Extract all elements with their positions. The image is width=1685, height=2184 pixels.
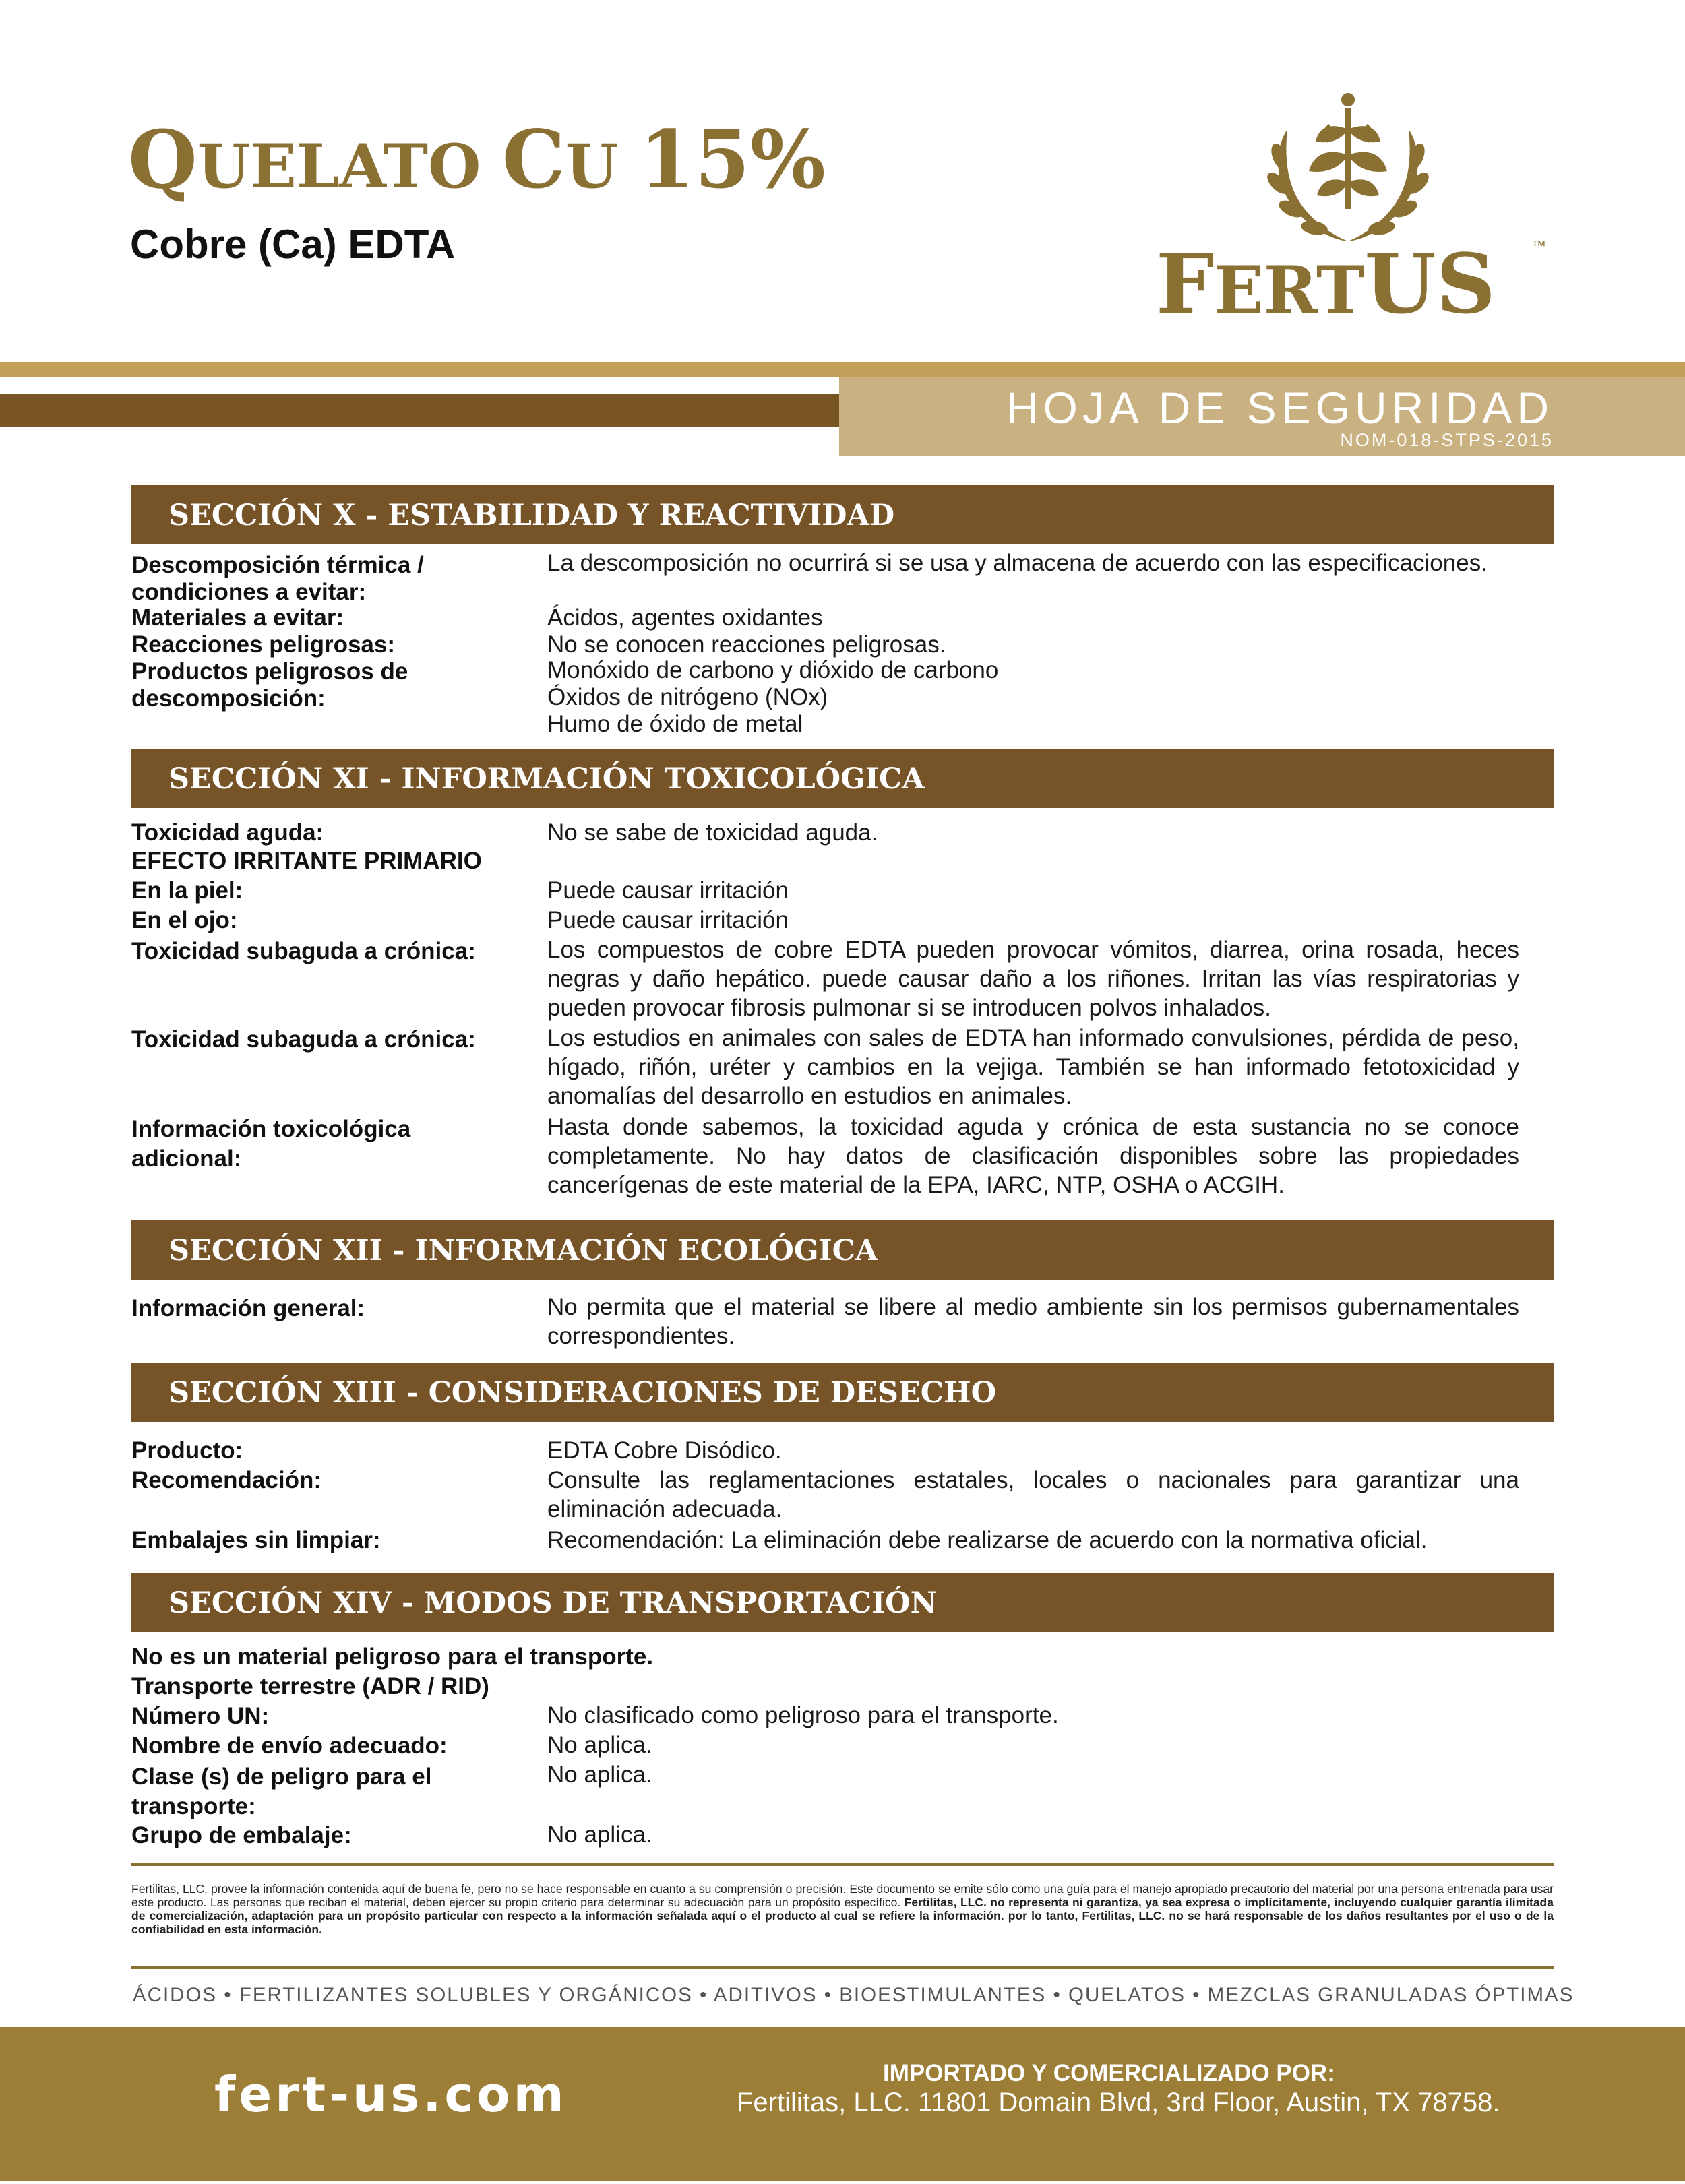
value-informacion-general: No permita que el material se libere al medio ambiente sin los permisos gubernamentales correspondientes.: [547, 1294, 1519, 1349]
footer-importer-heading: IMPORTADO Y COMERCIALIZADO POR:: [883, 2060, 1335, 2086]
value-toxicidad-subaguda-1: Los compuestos de cobre EDTA pueden provocar vómitos, diarrea, orina rosada, heces negras y daño hepático. puede causar daño a los riñones. Irritan las vías respiratorias y pueden provocar fibrosis pulmonar si se introducen polvos inhalados.: [547, 937, 1519, 1021]
value-reacciones-peligrosas: No se conocen reacciones peligrosas.: [547, 631, 946, 658]
disclaimer-text: Fertilitas, LLC. provee la información contenida aquí de buena fe, pero no se hace responsable en cuanto a su comprensión o precisión. Este documento se emite sólo como una guía para el manejo apropiado precautorio del material por una persona entrenada para usar este producto. Las personas que reciban el material, deben ejercer su propio criterio para determinar su adecuación para un propósito específico. Fertilitas, LLC. no representa ni garantiza, ya sea expresa o implícitamente, incluyendo cualquier garantía ilimitada de comercialización, adaptación para un propósito particular con respecto a la información señalada aquí o el producto al cual se refiere la información. por lo tanto, Fertilitas, LLC. no se hará responsable de los daños resultantes por el uso o de la confiabilidad en esta información.: [131, 1882, 1554, 1936]
footer-address: Fertilitas, LLC. 11801 Domain Blvd, 3rd Floor, Austin, TX 78758.: [737, 2088, 1500, 2117]
brand-logo-text: FERTUS: [1156, 235, 1496, 332]
label-toxicidad-subaguda-1: Toxicidad subaguda a crónica:: [131, 938, 476, 964]
label-toxicidad-subaguda-2: Toxicidad subaguda a crónica:: [131, 1026, 476, 1053]
label-descomposicion-termica: Descomposición térmica / condiciones a evitar:: [131, 552, 424, 605]
section-header-xiii: SECCIÓN XIII - CONSIDERACIONES DE DESECHO: [131, 1363, 1554, 1422]
section-header-xiv: SECCIÓN XIV - MODOS DE TRANSPORTACIÓN: [131, 1573, 1554, 1632]
value-clase-peligro: No aplica.: [547, 1761, 652, 1788]
trademark-symbol: ™: [1531, 237, 1546, 254]
footer-website[interactable]: fert-us.com: [214, 2066, 568, 2123]
label-numero-un: Número UN:: [131, 1703, 270, 1729]
value-producto: EDTA Cobre Disódico.: [547, 1437, 782, 1464]
section-header-xi: SECCIÓN XI - INFORMACIÓN TOXICOLÓGICA: [131, 749, 1554, 808]
label-productos-peligrosos: Productos peligrosos de descomposición:: [131, 658, 408, 712]
product-title: QUELATO CU 15%: [128, 113, 826, 206]
label-producto: Producto:: [131, 1437, 243, 1464]
label-efecto-irritante: EFECTO IRRITANTE PRIMARIO: [131, 848, 482, 874]
section-header-xii: SECCIÓN XII - INFORMACIÓN ECOLÓGICA: [131, 1220, 1554, 1280]
header-band-dark: [0, 394, 839, 427]
laurel-plant-logo-icon: [1254, 89, 1442, 251]
value-materiales-evitar: Ácidos, agentes oxidantes: [547, 604, 823, 631]
label-grupo-embalaje: Grupo de embalaje:: [131, 1822, 352, 1848]
value-productos-peligrosos: Monóxido de carbono y dióxido de carbono Óxidos de nitrógeno (NOx) Humo de óxido de metal: [547, 657, 999, 737]
value-nombre-envio: No aplica.: [547, 1732, 652, 1758]
value-numero-un: No clasificado como peligroso para el transporte.: [547, 1702, 1059, 1728]
value-recomendacion: Consulte las reglamentaciones estatales, locales o nacionales para garantizar una eliminación adecuada.: [547, 1467, 1519, 1522]
label-recomendacion: Recomendación:: [131, 1467, 321, 1493]
label-toxicidad-aguda: Toxicidad aguda:: [131, 819, 324, 846]
label-en-la-piel: En la piel:: [131, 877, 243, 904]
value-grupo-embalaje: No aplica.: [547, 1821, 652, 1848]
label-informacion-general: Información general:: [131, 1295, 365, 1321]
label-info-toxicologica: Información toxicológica adicional:: [131, 1116, 411, 1172]
label-materiales-evitar: Materiales a evitar:: [131, 604, 344, 631]
divider-top: [131, 1863, 1554, 1866]
label-reacciones-peligrosas: Reacciones peligrosas:: [131, 631, 395, 658]
value-info-toxicologica: Hasta donde sabemos, la toxicidad aguda y crónica de esta sustancia no se conoce completamente. No hay datos de clasificación disponibles sobre las propiedades cancerígenas de este material de la EPA, IARC, NTP, OSHA o ACGIH.: [547, 1114, 1519, 1198]
value-en-el-ojo: Puede causar irritación: [547, 907, 789, 933]
value-descomposicion-termica: La descomposición no ocurrirá si se usa y almacena de acuerdo con las especificaciones.: [547, 550, 1488, 576]
value-toxicidad-aguda: No se sabe de toxicidad aguda.: [547, 819, 878, 846]
label-no-peligroso: No es un material peligroso para el transporte.: [131, 1644, 654, 1670]
value-en-la-piel: Puede causar irritación: [547, 877, 789, 904]
document-norm: NOM-018-STPS-2015: [1340, 430, 1554, 450]
product-categories: ÁCIDOS • FERTILIZANTES SOLUBLES Y ORGÁNICOS • ADITIVOS • BIOESTIMULANTES • QUELATOS • MEZCLAS GRANULADAS ÓPTIMAS: [133, 1984, 1574, 2006]
label-embalajes-sin-limpiar: Embalajes sin limpiar:: [131, 1527, 381, 1553]
label-clase-peligro: Clase (s) de peligro para el transporte:: [131, 1764, 432, 1819]
header-band-light: [0, 362, 1685, 377]
section-header-x: SECCIÓN X - ESTABILIDAD Y REACTIVIDAD: [131, 485, 1554, 544]
document-title: HOJA DE SEGURIDAD: [1006, 383, 1554, 433]
label-nombre-envio: Nombre de envío adecuado:: [131, 1733, 448, 1759]
label-en-el-ojo: En el ojo:: [131, 907, 238, 933]
value-embalajes-sin-limpiar: Recomendación: La eliminación debe realizarse de acuerdo con la normativa oficial.: [547, 1527, 1428, 1553]
value-toxicidad-subaguda-2: Los estudios en animales con sales de EDTA han informado convulsiones, pérdida de peso, hígado, riñón, uréter y cambios en la vejiga. También se han informado fetotoxicidad y anomalías del desarrollo en estudios en animales.: [547, 1025, 1519, 1109]
label-transporte-terrestre: Transporte terrestre (ADR / RID): [131, 1673, 489, 1699]
product-subtitle: Cobre (Ca) EDTA: [130, 222, 456, 267]
divider-bottom: [131, 1966, 1554, 1969]
